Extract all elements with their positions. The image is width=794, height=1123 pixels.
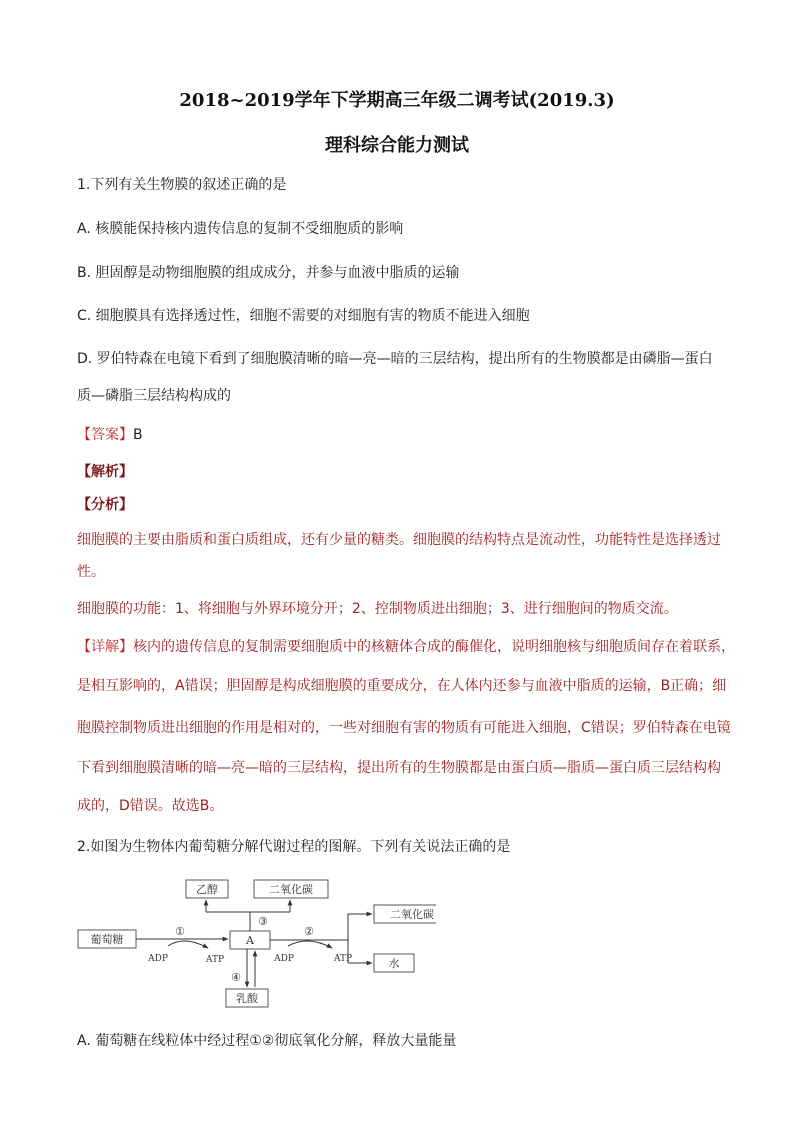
label-step4: ④: [231, 971, 241, 984]
q1-option-d-line2: 质—磷脂三层结构构成的: [77, 388, 231, 404]
label-lactate: 乳酸: [236, 992, 258, 1005]
analysis-tag: 【解析】: [77, 464, 133, 480]
label-a: A: [246, 934, 254, 947]
detail-line-3: 胞膜控制物质进出细胞的作用是相对的，一些对细胞有害的物质有可能进入细胞，C错误；罗伯特森在电镜: [77, 720, 731, 736]
detail-line-5: 成的，D错误。故选B。: [77, 798, 224, 814]
question-1-stem: 1.下列有关生物膜的叙述正确的是: [77, 177, 287, 193]
q2-option-a: A. 葡萄糖在线粒体中经过程①②彻底氧化分解，释放大量能量: [77, 1033, 457, 1049]
glucose-metabolism-diagram: [76, 874, 436, 1016]
label-ethanol: 乙醇: [196, 883, 218, 896]
detail-line-1: [77, 637, 735, 657]
label-adp-1: ADP: [148, 954, 168, 964]
label-adp-2: ADP: [274, 954, 294, 964]
detail-tag: 【详解】: [77, 639, 133, 655]
answer-tag: 【答案】: [77, 427, 133, 443]
label-glucose: 葡萄糖: [90, 933, 124, 946]
detail-line-4: 下看到细胞膜清晰的暗—亮—暗的三层结构，提出所有的生物膜都是由蛋白质—脂质—蛋白质三层结构构: [77, 760, 721, 776]
fenxi-line-1: 细胞膜的主要由脂质和蛋白质组成，还有少量的糖类。细胞膜的结构特点是流动性，功能特性是选择透过: [77, 532, 721, 548]
answer-value: B: [133, 427, 143, 443]
label-co2-right: 二氧化碳: [390, 908, 434, 921]
exam-subtitle: 理科综合能力测试: [325, 135, 469, 156]
label-atp-1: ATP: [205, 955, 225, 965]
arc-adp-atp-1: [168, 941, 208, 948]
arc-adp-atp-2: [288, 941, 332, 948]
q1-option-d-line1: D. 罗伯特森在电镜下看到了细胞膜清晰的暗—亮—暗的三层结构，提出所有的生物膜都是由磷脂—蛋白: [77, 351, 713, 367]
fenxi-tag: 【分析】: [77, 497, 133, 513]
label-atp-2: ATP: [333, 954, 353, 964]
answer-line: [77, 425, 727, 445]
detail-text-1: 核内的遗传信息的复制需要细胞质中的核糖体合成的酶催化，说明细胞核与细胞质间存在着联系，: [133, 639, 735, 655]
detail-line-2: 是相互影响的，A错误；胆固醇是构成细胞膜的重要成分，在人体内还参与血液中脂质的运输，B正确；细: [77, 678, 727, 694]
label-step1: ①: [175, 925, 185, 938]
fenxi-line-2: 性。: [77, 564, 105, 580]
label-co2-top: 二氧化碳: [269, 883, 313, 896]
exam-title: 2018~2019学年下学期高三年级二调考试(2019.3): [179, 90, 615, 111]
label-water: 水: [388, 957, 400, 970]
fenxi-line-3: 细胞膜的功能：1、将细胞与外界环境分开；2、控制物质进出细胞；3、进行细胞间的物质交流。: [77, 601, 678, 617]
label-step2: ②: [304, 925, 314, 938]
q1-option-b: B. 胆固醇是动物细胞膜的组成成分，并参与血液中脂质的运输: [77, 265, 460, 281]
q1-option-c: C. 细胞膜具有选择透过性，细胞不需要的对细胞有害的物质不能进入细胞: [77, 308, 530, 324]
q1-option-a: A. 核膜能保持核内遗传信息的复制不受细胞质的影响: [77, 221, 404, 237]
question-2-stem: 2.如图为生物体内葡萄糖分解代谢过程的图解。下列有关说法正确的是: [77, 839, 511, 855]
label-step3: ③: [258, 915, 268, 928]
